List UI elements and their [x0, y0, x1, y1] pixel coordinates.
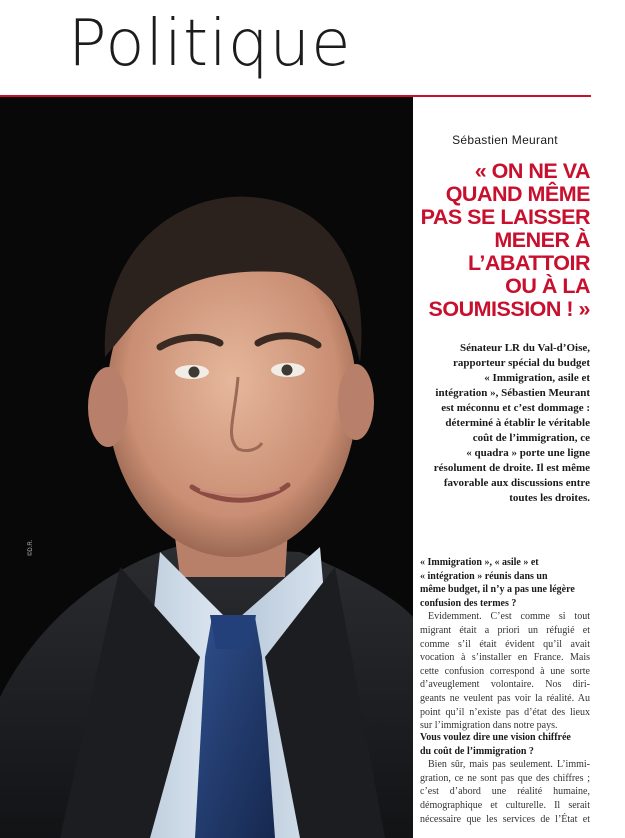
headline-line: SOUMISSION ! » — [428, 297, 590, 321]
answer-line: d’aveuglement volontaire. Nos diri- — [420, 679, 590, 691]
intro-line: favorable aux discussions entre — [443, 477, 590, 489]
intro-line: résolument de droite. Il est même — [433, 462, 590, 474]
intro-line: est méconnu et c’est dommage : — [441, 402, 590, 414]
question-line: du coût de l’immigration ? — [420, 745, 534, 757]
answer-line: migrant était a priori un réfugié et — [420, 624, 590, 636]
answer-line: gration, ce ne sont pas que des chiffres ; — [420, 772, 590, 784]
interview-question — [420, 556, 590, 610]
headline-line: MENER À — [494, 228, 590, 252]
portrait-photo — [0, 97, 413, 838]
intro-line: Sénateur LR du Val-d’Oise, — [460, 342, 590, 354]
answer-line: vocation à s’installer en France. Mais — [420, 652, 590, 664]
answer-line: cette confusion correspond à une sorte — [420, 665, 590, 677]
answer-line: Evidemment. C’est comme si tout — [428, 611, 590, 623]
answer-line: point qu’il n’existe pas d’état des lieux — [420, 706, 590, 718]
intro-line: toutes les droites. — [509, 492, 590, 504]
question-line: « Immigration », « asile » et — [420, 557, 539, 568]
intro-line: « quadra » porte une ligne — [466, 447, 590, 459]
question-line: « intégration » réunis dans un — [420, 570, 548, 582]
headline-line: QUAND MÊME — [445, 182, 590, 206]
answer-line: nécessaire que les services de l’État et — [420, 813, 590, 825]
answer-line: comme s’il était évident qu’il avait — [420, 638, 590, 650]
intro-line: déterminé à établir le véritable — [445, 417, 590, 429]
intro-line: rapporteur spécial du budget — [452, 357, 590, 369]
answer-line: Bien sûr, mais pas seulement. L’immi- — [428, 759, 590, 771]
portrait-illustration — [0, 97, 413, 838]
headline-line: « ON NE VA — [474, 159, 590, 183]
answer-line: c’est d’abord une réalité humaine, — [420, 786, 590, 798]
qa-block-1 — [420, 556, 590, 733]
interview-answer — [420, 610, 590, 732]
intro-paragraph — [420, 341, 590, 506]
headline-line: OU À LA — [505, 274, 590, 298]
photo-credit: ©D.R. — [28, 539, 34, 556]
question-line: confusion des termes ? — [420, 597, 517, 609]
intro-line: coût de l’immigration, ce — [472, 432, 590, 444]
intro-line: intégration », Sébastien Meurant — [435, 387, 590, 399]
interview-question — [420, 731, 590, 758]
headline — [420, 160, 590, 321]
headline-line: L’ABATTOIR — [467, 251, 590, 275]
question-line: même budget, il n’y a pas une légère — [420, 584, 575, 596]
question-line: Vous voulez dire une vision chiffrée — [420, 732, 571, 743]
intro-line: « Immigration, asile et — [484, 372, 590, 384]
answer-line: démographique et culturelle. Il serait — [420, 799, 590, 811]
headline-line: PAS SE LAISSER — [420, 205, 590, 229]
interview-answer — [420, 758, 590, 826]
answer-line: sur l’immigration dans notre pays. — [420, 720, 558, 732]
section-title: Politique — [68, 7, 352, 81]
qa-block-2 — [420, 731, 590, 826]
author-name: Sébastien Meurant — [452, 133, 558, 147]
answer-line: geants ne veulent pas voir la réalité. Au — [420, 692, 590, 704]
